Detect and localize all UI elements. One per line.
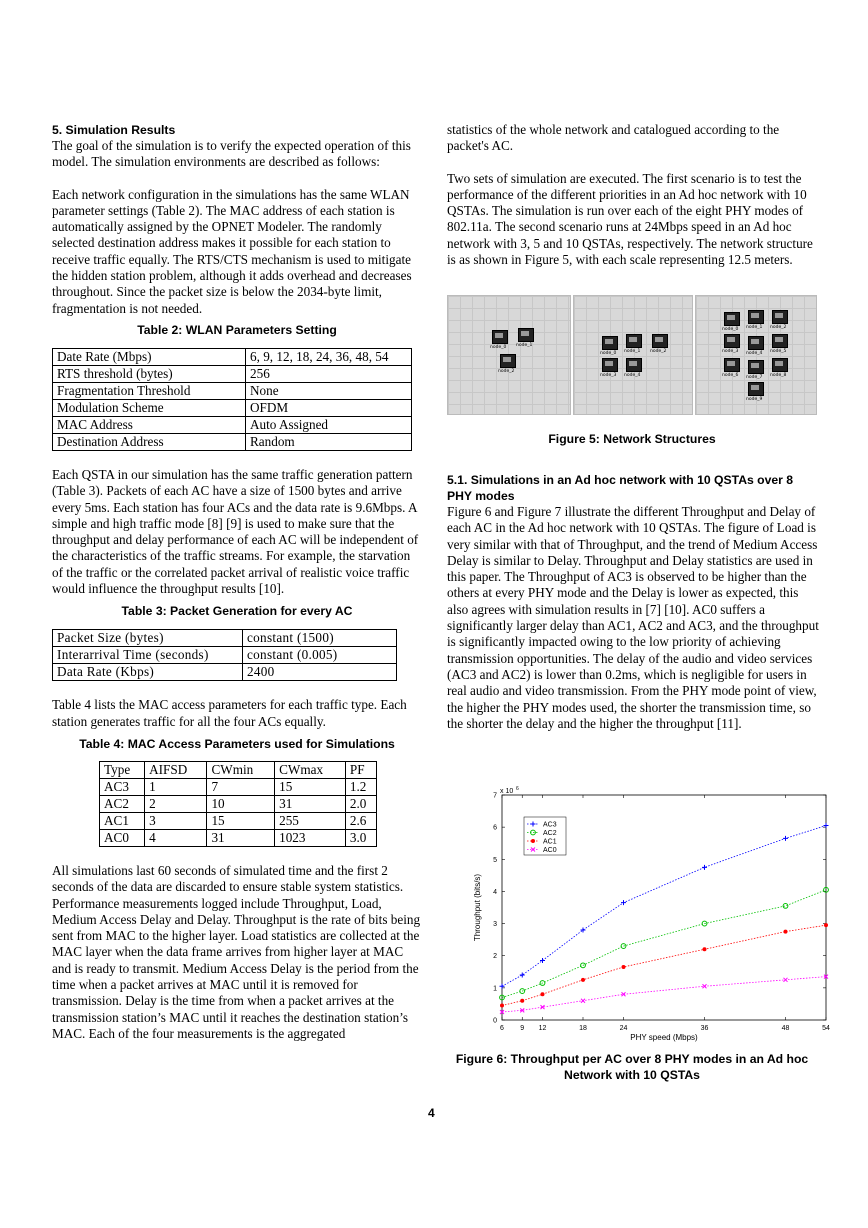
x-tick-label: 12	[538, 1025, 547, 1032]
table4	[99, 761, 377, 847]
table-cell: PF	[345, 761, 376, 778]
table-row	[53, 399, 412, 416]
table-cell: 6, 9, 12, 18, 24, 36, 48, 54	[246, 348, 412, 365]
table-cell: Data Rate (Kbps)	[53, 664, 243, 681]
paragraph: statistics of the whole network and catalogued according to the packet's AC.	[447, 122, 780, 154]
y-tick-label: 2	[493, 953, 497, 961]
table-cell: CWmax	[275, 761, 346, 778]
table3-caption: Table 3: Packet Generation for every AC	[121, 604, 353, 619]
node-label: node_2	[498, 369, 515, 374]
table-row	[53, 664, 397, 681]
paragraph: Each network configuration in the simulations has the same WLAN parameter settings (Table 2). The MAC address of each station is automatically assigned by the OPNET Modeler. The randomly selected destination address makes it possible for each station to receive traffic equally. The RTS/CTS mechanism is used to mitigate the hidden station problem, although it adds overhead and decreases throughout. Since the packet size is below the 2034-byte limit, fragmentation is not needed.	[52, 186, 412, 316]
y-exponent-label: x 10	[500, 788, 514, 795]
table-cell: Type	[100, 761, 145, 778]
spacer	[52, 451, 422, 467]
network-10-qstas	[695, 295, 817, 415]
node-label: node_2	[770, 325, 787, 330]
x-tick-label: 48	[781, 1025, 790, 1032]
y-exponent: 6	[516, 786, 519, 792]
table-cell: 1023	[275, 829, 346, 846]
y-tick-label: 6	[493, 824, 497, 832]
node-label: node_6	[722, 373, 739, 378]
x-tick-label: 9	[520, 1025, 525, 1032]
page-number: 4	[428, 1106, 435, 1120]
table-cell: 2.6	[345, 812, 376, 829]
paragraph: Each QSTA in our simulation has the same traffic generation pattern (Table 3). Packets of each AC have a size of 1500 bytes and arrive every 5ms. Each station has four ACs and the data rate is 9.6Mbps. A simple and high traffic mode [8] [9] is used to make sure that the throughput and delay performance of each AC will be independent of the characteristics of the traffic streams. For example, the starvation of the traffic or the correlated packet arrival of realistic voice traffic would influence the throughput results [10].	[52, 466, 419, 597]
spacer	[447, 155, 819, 171]
x-tick-label: 24	[619, 1025, 628, 1032]
table-cell: 15	[207, 812, 275, 829]
data-point-ac1	[622, 965, 626, 969]
node-label: node_4	[746, 351, 763, 356]
y-tick-label: 1	[493, 985, 497, 993]
paragraph: The goal of the simulation is to verify the expected operation of this model. The simulation environments are described as follows:	[52, 138, 411, 170]
computer-node-icon	[652, 334, 668, 348]
table-cell: 10	[207, 795, 275, 812]
table-row	[53, 365, 412, 382]
data-point-ac1	[520, 999, 524, 1003]
legend-label: AC2	[543, 830, 557, 837]
y-tick-label: 4	[493, 888, 497, 896]
right-column-mid	[447, 472, 819, 732]
x-tick-label: 18	[579, 1025, 587, 1032]
table-cell: Date Rate (Mbps)	[53, 348, 246, 365]
y-tick-label: 7	[493, 792, 497, 800]
table-cell: OFDM	[246, 399, 412, 416]
legend-label: AC1	[543, 838, 557, 846]
table-cell: Destination Address	[53, 433, 246, 450]
table-cell: RTS threshold (bytes)	[53, 365, 246, 382]
spacer	[52, 847, 422, 863]
table-cell: 4	[145, 829, 207, 846]
table-cell: 256	[246, 365, 412, 382]
spacer	[52, 171, 422, 187]
table-cell: AC3	[100, 778, 145, 795]
table-cell: constant (0.005)	[243, 647, 397, 664]
table-cell: 3.0	[345, 829, 376, 846]
table-cell: 1	[145, 778, 207, 795]
paragraph: Two sets of simulation are executed. The first scenario is to test the performance of the different priorities in an Ad hoc network with 10 QSTAs. The simulation is run over each of the eight PHY modes of 802.11a. The second scenario runs at 24Mbps speed in an Ad hoc network with 3, 5 and 10 QSTAs, respectively. The network structure is as shown in Figure 5, with each scale representing 12.5 meters.	[447, 170, 813, 268]
table-row	[53, 382, 412, 399]
table-row	[100, 829, 377, 846]
y-tick-label: 5	[493, 856, 497, 864]
data-point-ac1	[703, 947, 707, 951]
section-title: 5. Simulation Results	[52, 123, 176, 137]
table2-caption: Table 2: WLAN Parameters Setting	[137, 322, 337, 337]
data-point-ac1	[824, 923, 828, 927]
table-cell: AC0	[100, 829, 145, 846]
table-row	[53, 433, 412, 450]
x-tick-label: 6	[500, 1025, 504, 1032]
table-cell: AC1	[100, 812, 145, 829]
x-axis-label: PHY speed (Mbps)	[630, 1033, 698, 1042]
legend-label: AC3	[543, 821, 557, 829]
node-label: node_4	[624, 373, 641, 378]
table-cell: Auto Assigned	[246, 416, 412, 433]
computer-node-icon	[626, 358, 642, 372]
node-label: node_3	[600, 373, 617, 378]
node-label: node_7	[746, 375, 763, 380]
table-cell: 255	[275, 812, 346, 829]
y-axis-label: Throughput (bits/s)	[473, 873, 482, 942]
paragraph: Table 4 lists the MAC access parameters for each traffic type. Each station generates traffic for all the four ACs equally.	[52, 697, 407, 729]
node-label: node_2	[650, 349, 667, 354]
network-5-qstas	[573, 295, 693, 415]
computer-node-icon	[500, 354, 516, 368]
table-row	[53, 416, 412, 433]
table-cell: Packet Size (bytes)	[53, 630, 243, 647]
table3	[52, 629, 397, 681]
computer-node-icon	[772, 358, 788, 372]
computer-node-icon	[724, 334, 740, 348]
data-point-ac1	[784, 930, 788, 934]
legend-marker	[531, 839, 535, 843]
table-cell: Random	[246, 433, 412, 450]
table4-caption: Table 4: MAC Access Parameters used for Simulations	[79, 736, 395, 751]
figure5-caption: Figure 5: Network Structures	[548, 432, 716, 446]
table-row	[100, 795, 377, 812]
spacer	[52, 681, 422, 697]
y-tick-label: 0	[493, 1017, 497, 1025]
data-point-ac1	[500, 1004, 504, 1008]
table-cell: 2.0	[345, 795, 376, 812]
node-label: node_0	[600, 351, 617, 356]
computer-node-icon	[772, 310, 788, 324]
right-column-top	[447, 122, 819, 268]
throughput-chart	[460, 785, 840, 1045]
table-cell: AIFSD	[145, 761, 207, 778]
computer-node-icon	[748, 382, 764, 396]
computer-node-icon	[748, 360, 764, 374]
table-row	[53, 630, 397, 647]
table-cell: 3	[145, 812, 207, 829]
computer-node-icon	[602, 336, 618, 350]
paragraph: All simulations last 60 seconds of simulated time and the first 2 seconds of the data are discarded to ensure stable system statistics. Performance measurements logged include Throughput, Load, Medium Access Delay and Delay. Throughput is the rate of bits being sent from MAC to the higher layer. Load statistics are collected at the MAC layer when the data frame arrives from higher layer at MAC and is ready to transmit. Medium Access Delay is the period from the time when a packet arrives at MAC until it is removed for transmission. Delay is the time from when a packet arrives at the transmission station’s MAC until it reaches the destination station’s MAC. Each of the four measurements is the aggregated	[52, 862, 421, 1041]
computer-node-icon	[626, 334, 642, 348]
node-label: node_0	[490, 345, 507, 350]
computer-node-icon	[492, 330, 508, 344]
node-label: node_1	[746, 325, 763, 330]
table-cell: Fragmentation Threshold	[53, 382, 246, 399]
computer-node-icon	[518, 328, 534, 342]
node-label: node_0	[722, 327, 739, 332]
node-label: node_1	[516, 343, 533, 348]
table-cell: 2	[145, 795, 207, 812]
node-label: node_8	[770, 373, 787, 378]
table-cell: 1.2	[345, 778, 376, 795]
computer-node-icon	[724, 358, 740, 372]
table-cell: 31	[275, 795, 346, 812]
table-cell: AC2	[100, 795, 145, 812]
data-point-ac1	[541, 992, 545, 996]
data-point-ac1	[581, 978, 585, 982]
network-3-qstas	[447, 295, 571, 415]
table-cell: None	[246, 382, 412, 399]
table-row	[100, 761, 377, 778]
legend-label: AC0	[543, 847, 557, 854]
table-cell: Modulation Scheme	[53, 399, 246, 416]
table-cell: 2400	[243, 664, 397, 681]
table-cell: Interarrival Time (seconds)	[53, 647, 243, 664]
table-cell: 15	[275, 778, 346, 795]
left-column	[52, 122, 422, 1042]
table-cell: CWmin	[207, 761, 275, 778]
table-cell: MAC Address	[53, 416, 246, 433]
subsection-title: 5.1. Simulations in an Ad hoc network with 10 QSTAs over 8 PHY modes	[447, 473, 794, 503]
table-row	[53, 348, 412, 365]
node-label: node_3	[722, 349, 739, 354]
computer-node-icon	[602, 358, 618, 372]
table-cell: 31	[207, 829, 275, 846]
computer-node-icon	[772, 334, 788, 348]
x-tick-label: 36	[700, 1025, 709, 1032]
computer-node-icon	[724, 312, 740, 326]
computer-node-icon	[748, 310, 764, 324]
table-cell: 7	[207, 778, 275, 795]
table-row	[53, 647, 397, 664]
table-row	[100, 778, 377, 795]
x-tick-label: 54	[822, 1025, 830, 1032]
node-label: node_1	[624, 349, 641, 354]
node-label: node_5	[770, 349, 787, 354]
computer-node-icon	[748, 336, 764, 350]
paragraph: Figure 6 and Figure 7 illustrate the different Throughput and Delay of each AC in the Ad hoc network with 10 QSTAs. The figure of Load is very similar with that of Throughput, and the trend of Medium Access Delay is similar to Delay. Throughput and Delay statistics are used in this paper. The Throughput of AC3 is observed to be higher than the others at every PHY mode and the Delay is lower as expected, this also agrees with simulation results in [7] [10]. AC0 suffers a significantly larger delay than AC1, AC2 and AC3, and the throughput is significantly impacted owing to the low priority of achieving transmission opportunities. The delay of the audio and video services (AC3 and AC2) is lower than 0.2ms, which is negligible for users in real audio and video transmission. From the PHY mode point of view, the higher the PHY modes used, the shorter the transmission time, so the shorter the delay and the higher the throughput [11].	[447, 504, 819, 731]
table-row	[100, 812, 377, 829]
table2	[52, 348, 412, 451]
y-tick-label: 3	[493, 921, 497, 929]
table-cell: constant (1500)	[243, 630, 397, 647]
figure6-caption: Figure 6: Throughput per AC over 8 PHY modes in an Ad hoc Network with 10 QSTAs	[455, 1052, 809, 1082]
node-label: node_9	[746, 397, 763, 402]
